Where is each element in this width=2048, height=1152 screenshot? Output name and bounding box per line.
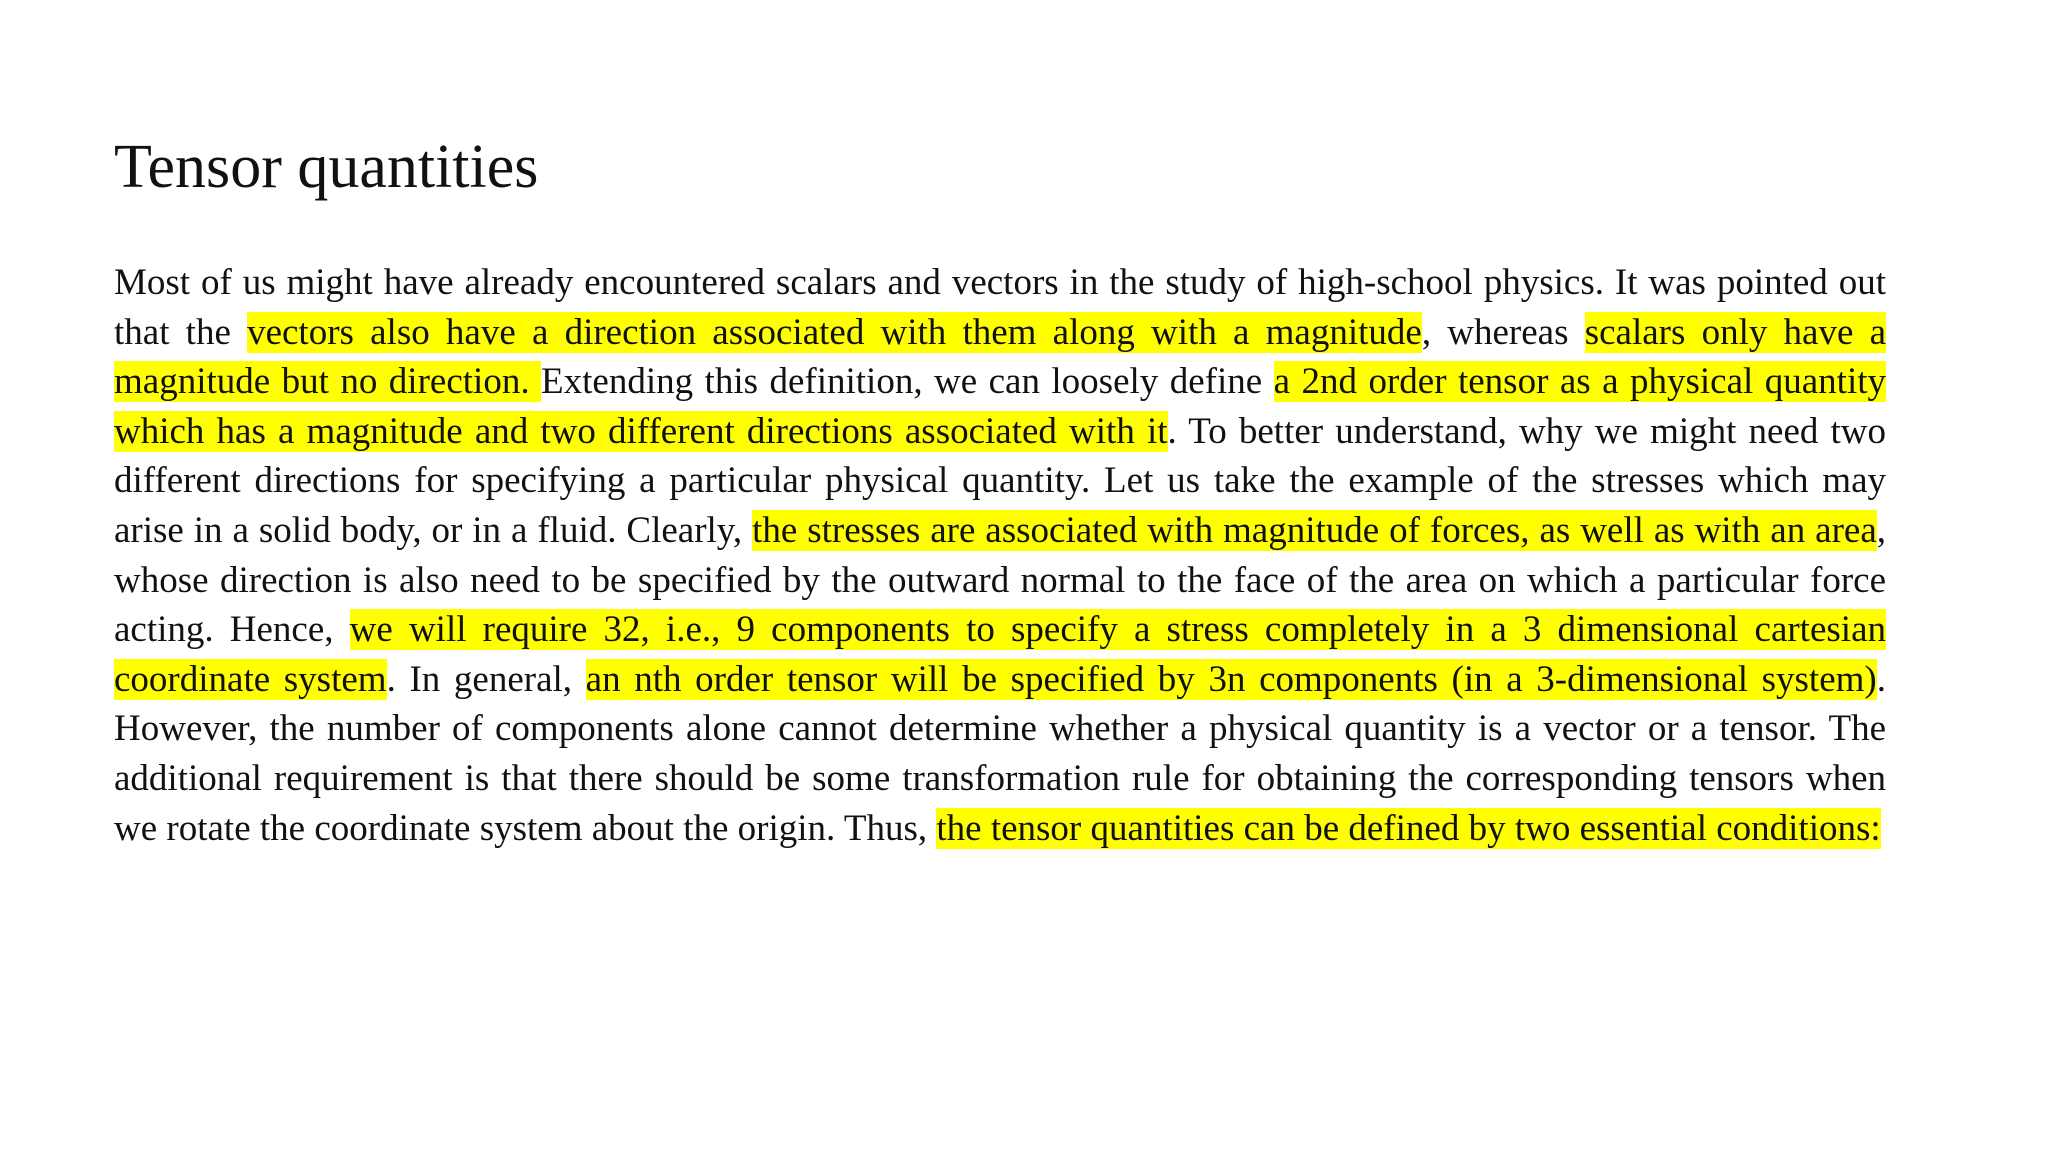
slide-title: Tensor quantities — [114, 133, 539, 201]
highlighted-text: we will require 32, i.e., 9 components to specify a stress completely in a 3 dimensional cartesian coordinate system — [114, 609, 1886, 700]
highlighted-text: the tensor quantities can be defined by two essential conditions: — [936, 807, 1881, 849]
text-segment: , whereas — [1421, 311, 1585, 353]
highlighted-text: scalars only have a magnitude but no direction. — [114, 311, 1886, 403]
highlighted-text: the stresses are associated with magnitude of forces, as well as with an area — [752, 509, 1877, 551]
text-segment: Extending this definition, we can loosely define — [541, 361, 1274, 403]
body-paragraph — [114, 258, 1886, 853]
text-segment: , whose direction is also need to be specified by the outward normal to the face of the area on which a particular force acting. Hence, — [114, 509, 1886, 651]
text-segment: Most of us might have already encountered scalars and vectors in the study of high-school physics. It was pointed out that the — [114, 262, 1886, 353]
highlighted-text: an nth order tensor will be specified by 3n components (in a 3-dimensional system) — [585, 658, 1877, 700]
text-segment: . In general, — [386, 658, 586, 700]
highlighted-text: a 2nd order tensor as a physical quantity which has a magnitude and two different directions associated with it — [114, 361, 1887, 452]
text-segment: . To better understand, why we might need two different directions for specifying a particular physical quantity. Let us take the example of the stresses which may arise in a solid body, or in a fluid. Clearly, — [114, 410, 1887, 551]
text-segment: . However, the number of components alone cannot determine whether a physical quantity is a vector or a tensor. The additional requirement is that there should be some transformation rule for obtaining the corresponding tensors when we rotate the coordinate system about the origin. Thus, — [114, 658, 1886, 849]
highlighted-text: vectors also have a direction associated with them along with a magnitude — [247, 311, 1422, 353]
